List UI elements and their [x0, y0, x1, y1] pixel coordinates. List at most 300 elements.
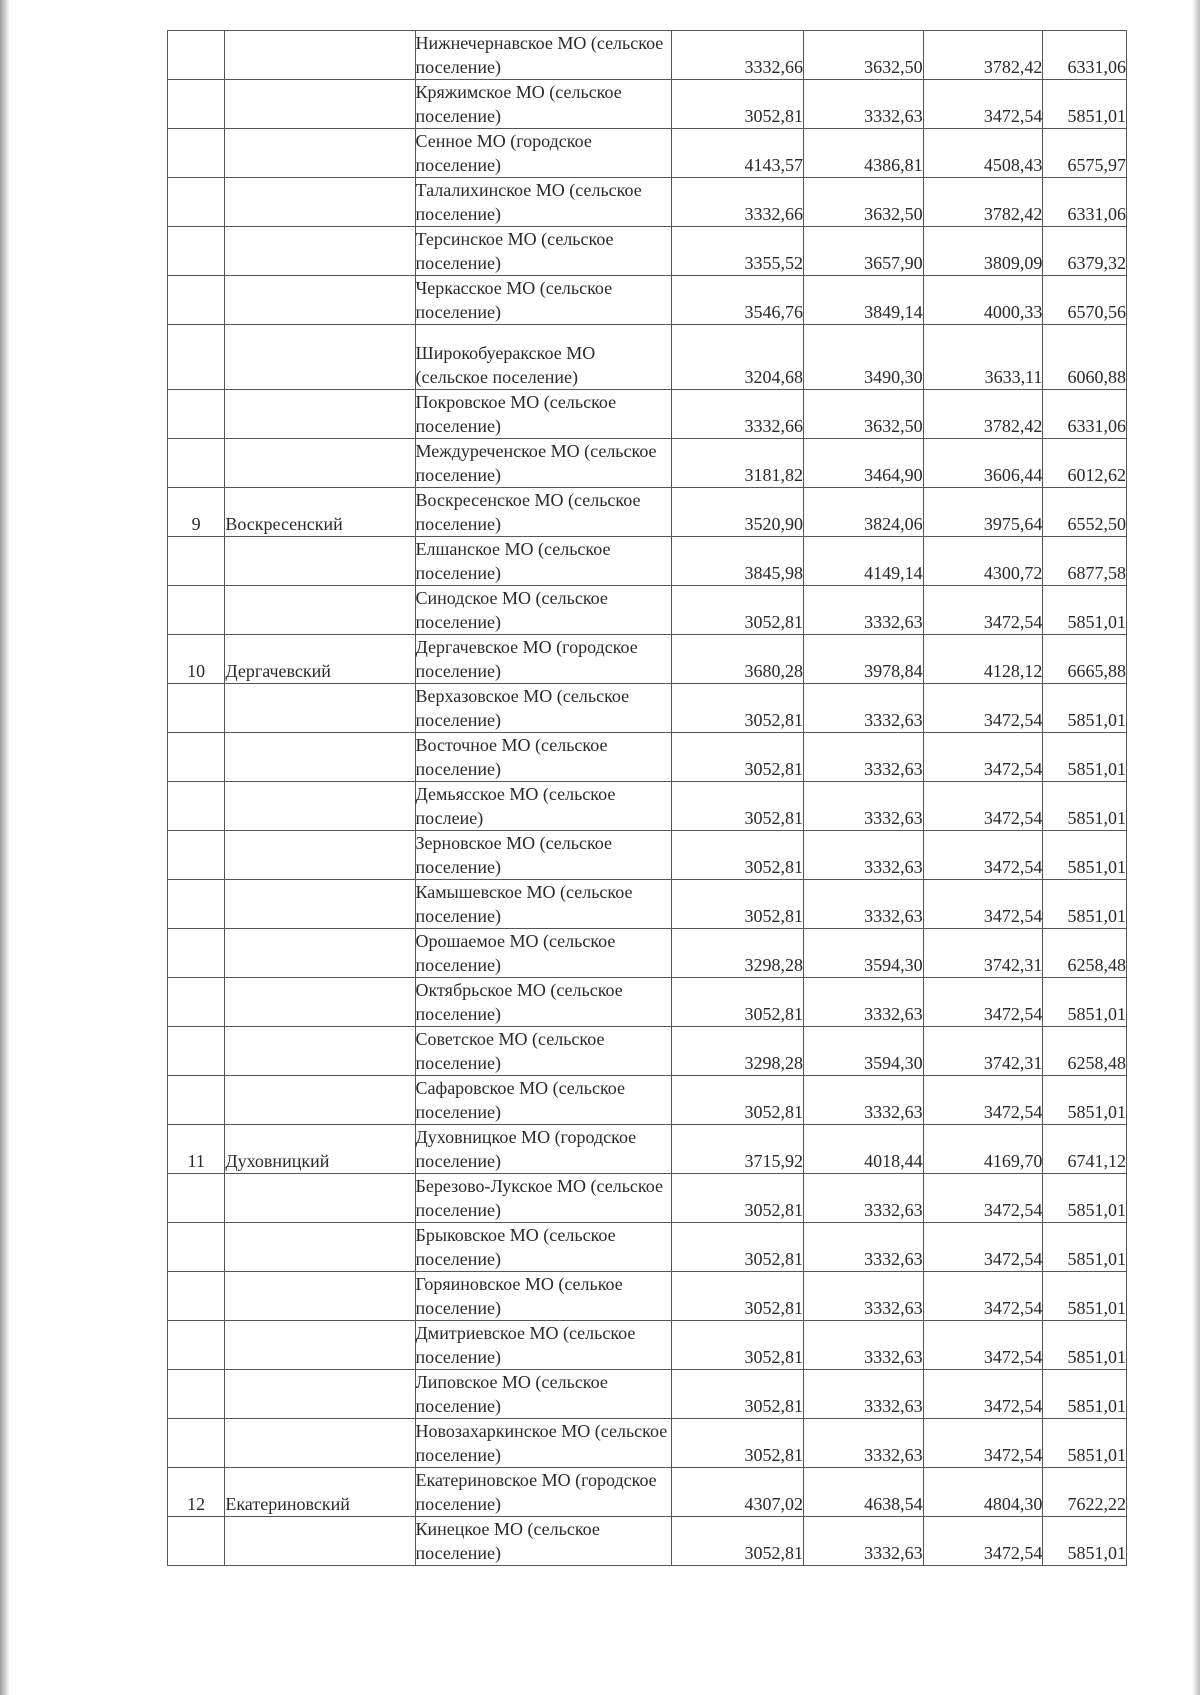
value-1-cell [672, 586, 804, 635]
district-name-cell [225, 31, 415, 80]
value-1: 3715,92 [744, 1151, 803, 1171]
district-name-cell [225, 390, 415, 439]
value-1: 3052,81 [744, 710, 803, 730]
value-3-cell [923, 1419, 1043, 1468]
value-3-cell [923, 1076, 1043, 1125]
value-3-cell [923, 1125, 1043, 1174]
value-1: 3298,28 [744, 1053, 803, 1073]
row-number-cell [168, 978, 225, 1027]
table-row [168, 1223, 1127, 1272]
settlement-name-cell [415, 684, 672, 733]
value-3: 3472,54 [983, 1102, 1043, 1122]
value-2: 3464,90 [864, 465, 923, 485]
value-2-cell [803, 1419, 923, 1468]
value-2: 3632,50 [864, 57, 923, 77]
value-3-cell [923, 227, 1043, 276]
value-3-cell [923, 1174, 1043, 1223]
settlement-name-cell [415, 31, 672, 80]
value-2-cell [803, 684, 923, 733]
value-4-cell [1043, 978, 1127, 1027]
value-3: 3742,31 [983, 955, 1043, 975]
settlement-name-cell [415, 1223, 672, 1272]
row-number-cell [168, 1370, 225, 1419]
value-3-cell [923, 831, 1043, 880]
district-name: Екатериновский [225, 1494, 350, 1514]
value-1-cell [672, 390, 804, 439]
value-4: 6741,12 [1067, 1151, 1126, 1171]
value-2-cell [803, 1321, 923, 1370]
table-row [168, 1419, 1127, 1468]
value-2: 3332,63 [864, 857, 923, 877]
row-number-cell [168, 684, 225, 733]
value-1: 3052,81 [744, 857, 803, 877]
table-row [168, 227, 1127, 276]
value-1-cell [672, 782, 804, 831]
value-3-cell [923, 1370, 1043, 1419]
table-body [168, 31, 1127, 1566]
value-2-cell [803, 586, 923, 635]
settlement-name: Нижнечернавское МО (сельское поселение) [415, 33, 664, 77]
row-number-cell [168, 1174, 225, 1223]
value-1: 3052,81 [744, 1347, 803, 1367]
district-name-cell [225, 831, 415, 880]
value-3: 3472,54 [983, 710, 1043, 730]
value-2: 3594,30 [864, 955, 923, 975]
settlement-name: Синодское МО (сельское поселение) [415, 588, 608, 632]
value-1-cell [672, 439, 804, 488]
district-name-cell [225, 537, 415, 586]
row-number-cell [168, 1027, 225, 1076]
value-2-cell [803, 1468, 923, 1517]
settlement-name-cell [415, 129, 672, 178]
value-3: 4000,33 [983, 302, 1043, 322]
settlement-name-cell [415, 1125, 672, 1174]
value-2-cell [803, 1272, 923, 1321]
settlement-name: Екатериновское МО (городское поселение) [415, 1470, 657, 1514]
table-row [168, 1370, 1127, 1419]
settlement-name: Демьясское МО (сельское послеие) [415, 784, 616, 828]
value-4: 6331,06 [1067, 204, 1126, 224]
value-4: 6012,62 [1067, 465, 1126, 485]
value-3-cell [923, 1272, 1043, 1321]
value-3-cell [923, 1027, 1043, 1076]
value-2-cell [803, 537, 923, 586]
row-number-cell [168, 537, 225, 586]
value-4-cell [1043, 1027, 1127, 1076]
value-2-cell [803, 276, 923, 325]
value-4: 6258,48 [1067, 1053, 1126, 1073]
value-2: 3632,50 [864, 416, 923, 436]
value-1: 3355,52 [744, 253, 803, 273]
settlement-name-cell [415, 1370, 672, 1419]
value-4: 5851,01 [1067, 808, 1126, 828]
value-1-cell [672, 831, 804, 880]
value-1-cell [672, 1076, 804, 1125]
value-3: 3472,54 [983, 1445, 1043, 1465]
settlement-name: Широкобуеракское МО (сельское поселение) [415, 343, 596, 387]
settlement-name-cell [415, 488, 672, 537]
value-3: 3782,42 [983, 57, 1043, 77]
settlement-name: Духовницкое МО (городское поселение) [415, 1127, 637, 1171]
value-1-cell [672, 227, 804, 276]
district-name-cell [225, 782, 415, 831]
settlement-name: Дмитриевское МО (сельское поселение) [415, 1323, 636, 1367]
value-2: 3332,63 [864, 808, 923, 828]
settlement-name: Октябрьское МО (сельское поселение) [415, 980, 623, 1024]
value-3-cell [923, 390, 1043, 439]
settlement-name: Черкасское МО (сельское поселение) [415, 278, 613, 322]
table-row [168, 325, 1127, 390]
value-4: 6060,88 [1067, 367, 1126, 387]
table-row [168, 1076, 1127, 1125]
value-2: 3490,30 [864, 367, 923, 387]
row-number-cell [168, 1076, 225, 1125]
value-4-cell [1043, 80, 1127, 129]
value-1-cell [672, 129, 804, 178]
value-1-cell [672, 325, 804, 390]
table-row [168, 733, 1127, 782]
value-1: 3332,66 [744, 204, 803, 224]
value-3: 4128,12 [983, 661, 1043, 681]
settlement-name: Сафаровское МО (сельское поселение) [415, 1078, 626, 1122]
value-2: 3632,50 [864, 204, 923, 224]
value-2: 3332,63 [864, 710, 923, 730]
table-row [168, 1174, 1127, 1223]
value-2: 3978,84 [864, 661, 923, 681]
value-2-cell [803, 129, 923, 178]
value-2-cell [803, 390, 923, 439]
value-2: 3824,06 [864, 514, 923, 534]
value-1-cell [672, 1517, 804, 1566]
value-4: 5851,01 [1067, 1396, 1126, 1416]
value-3-cell [923, 635, 1043, 684]
settlement-name-cell [415, 80, 672, 129]
settlement-name: Зерновское МО (сельское поселение) [415, 833, 613, 877]
value-4: 6331,06 [1067, 57, 1126, 77]
value-1-cell [672, 31, 804, 80]
value-2-cell [803, 1027, 923, 1076]
row-number-cell [168, 31, 225, 80]
value-4-cell [1043, 439, 1127, 488]
district-name-cell [225, 1076, 415, 1125]
scan-edge-left [0, 0, 10, 1695]
value-3: 3742,31 [983, 1053, 1043, 1073]
value-4-cell [1043, 1419, 1127, 1468]
value-2-cell [803, 1517, 923, 1566]
row-number-cell [168, 80, 225, 129]
settlement-name: Брыковское МО (сельское поселение) [415, 1225, 616, 1269]
value-3: 3472,54 [983, 808, 1043, 828]
value-2-cell [803, 782, 923, 831]
value-2: 3657,90 [864, 253, 923, 273]
value-3-cell [923, 129, 1043, 178]
district-name-cell [225, 1272, 415, 1321]
value-3: 4169,70 [983, 1151, 1043, 1171]
settlement-name-cell [415, 1468, 672, 1517]
value-1-cell [672, 684, 804, 733]
value-2-cell [803, 929, 923, 978]
value-1: 4307,02 [744, 1494, 803, 1514]
settlement-name: Кинецкое МО (сельское поселение) [415, 1519, 600, 1563]
value-3-cell [923, 178, 1043, 227]
value-4: 5851,01 [1067, 612, 1126, 632]
value-1: 3052,81 [744, 1445, 803, 1465]
settlement-name: Сенное МО (городское поселение) [415, 131, 592, 175]
settlement-name-cell [415, 929, 672, 978]
value-4-cell [1043, 831, 1127, 880]
row-number-cell [168, 178, 225, 227]
value-2: 3332,63 [864, 1543, 923, 1563]
settlement-name-cell [415, 978, 672, 1027]
district-name-cell [225, 684, 415, 733]
value-3-cell [923, 439, 1043, 488]
row-number-cell [168, 129, 225, 178]
value-3: 3472,54 [983, 1249, 1043, 1269]
value-3: 3472,54 [983, 612, 1043, 632]
row-number-cell [168, 390, 225, 439]
value-4: 6331,06 [1067, 416, 1126, 436]
value-2: 3332,63 [864, 1396, 923, 1416]
row-number-cell [168, 1419, 225, 1468]
value-4: 6575,97 [1067, 155, 1126, 175]
value-1: 3052,81 [744, 1298, 803, 1318]
settlement-name: Верхазовское МО (сельское поселение) [415, 686, 630, 730]
district-name-cell [225, 276, 415, 325]
value-3-cell [923, 31, 1043, 80]
value-3-cell [923, 488, 1043, 537]
value-4: 6258,48 [1067, 955, 1126, 975]
table-row [168, 586, 1127, 635]
value-4: 5851,01 [1067, 906, 1126, 926]
value-4: 5851,01 [1067, 1200, 1126, 1220]
row-number: 9 [191, 514, 201, 534]
settlement-name: Междуреченское МО (сельское поселение) [415, 441, 657, 485]
settlement-name: Горяиновское МО (селькое поселение) [415, 1274, 623, 1318]
value-2-cell [803, 488, 923, 537]
settlements-table [167, 30, 1127, 1566]
settlement-name: Березово-Лукское МО (сельское поселение) [415, 1176, 663, 1220]
value-3: 3809,09 [983, 253, 1043, 273]
value-4: 5851,01 [1067, 1347, 1126, 1367]
value-3-cell [923, 276, 1043, 325]
value-1: 4143,57 [744, 155, 803, 175]
row-number-cell [168, 586, 225, 635]
table-row [168, 1517, 1127, 1566]
value-3: 3472,54 [983, 906, 1043, 926]
value-3-cell [923, 978, 1043, 1027]
value-2: 3332,63 [864, 106, 923, 126]
value-1: 3680,28 [744, 661, 803, 681]
settlement-name: Кряжимское МО (сельское поселение) [415, 82, 622, 126]
value-2-cell [803, 227, 923, 276]
district-name-cell [225, 1419, 415, 1468]
value-3: 3472,54 [983, 1347, 1043, 1367]
value-3-cell [923, 1321, 1043, 1370]
value-2-cell [803, 880, 923, 929]
value-1: 3052,81 [744, 612, 803, 632]
value-3-cell [923, 782, 1043, 831]
settlement-name-cell [415, 1027, 672, 1076]
district-name-cell [225, 178, 415, 227]
value-1: 3332,66 [744, 416, 803, 436]
value-3: 3782,42 [983, 204, 1043, 224]
table-row [168, 684, 1127, 733]
value-3-cell [923, 1517, 1043, 1566]
district-name-cell [225, 978, 415, 1027]
row-number-cell [168, 276, 225, 325]
value-2: 4386,81 [864, 155, 923, 175]
settlement-name-cell [415, 390, 672, 439]
table-row [168, 978, 1127, 1027]
settlement-name-cell [415, 439, 672, 488]
value-1: 3052,81 [744, 1004, 803, 1024]
table-row [168, 31, 1127, 80]
settlement-name: Терсинское МО (сельское поселение) [415, 229, 614, 273]
district-name-cell [225, 1223, 415, 1272]
value-4: 5851,01 [1067, 1102, 1126, 1122]
value-4-cell [1043, 129, 1127, 178]
table-row [168, 635, 1127, 684]
value-2-cell [803, 31, 923, 80]
settlement-name: Новозахаркинское МО (сельское поселение) [415, 1421, 668, 1465]
value-1: 3052,81 [744, 906, 803, 926]
value-2: 3332,63 [864, 1102, 923, 1122]
value-1: 3052,81 [744, 1102, 803, 1122]
row-number: 12 [187, 1494, 206, 1514]
value-4: 5851,01 [1067, 857, 1126, 877]
value-1-cell [672, 929, 804, 978]
value-4-cell [1043, 1272, 1127, 1321]
district-name-cell [225, 1027, 415, 1076]
district-name-cell [225, 880, 415, 929]
district-name-cell [225, 1517, 415, 1566]
value-3-cell [923, 880, 1043, 929]
settlement-name-cell [415, 880, 672, 929]
table-row [168, 880, 1127, 929]
value-2-cell [803, 831, 923, 880]
row-number-cell [168, 325, 225, 390]
table-row [168, 782, 1127, 831]
district-name-cell [225, 1370, 415, 1419]
table-row [168, 1027, 1127, 1076]
value-2-cell [803, 1370, 923, 1419]
value-1: 3520,90 [744, 514, 803, 534]
table-row [168, 178, 1127, 227]
value-1-cell [672, 178, 804, 227]
settlement-name: Елшанское МО (сельское поселение) [415, 539, 611, 583]
value-3: 3472,54 [983, 1004, 1043, 1024]
value-3: 3472,54 [983, 106, 1043, 126]
value-1: 3052,81 [744, 1200, 803, 1220]
value-4-cell [1043, 635, 1127, 684]
settlement-name-cell [415, 733, 672, 782]
row-number-cell [168, 733, 225, 782]
value-3: 3975,64 [983, 514, 1043, 534]
value-2: 3332,63 [864, 1249, 923, 1269]
value-2-cell [803, 1076, 923, 1125]
value-3: 3472,54 [983, 857, 1043, 877]
value-3-cell [923, 586, 1043, 635]
value-3-cell [923, 80, 1043, 129]
district-name-cell [225, 733, 415, 782]
settlement-name-cell [415, 1272, 672, 1321]
value-1-cell [672, 1272, 804, 1321]
row-number-cell [168, 1125, 225, 1174]
table-row [168, 439, 1127, 488]
row-number-cell [168, 439, 225, 488]
value-4-cell [1043, 684, 1127, 733]
value-3-cell [923, 684, 1043, 733]
value-1-cell [672, 1321, 804, 1370]
value-4: 5851,01 [1067, 1298, 1126, 1318]
value-1: 3845,98 [744, 563, 803, 583]
value-4: 5851,01 [1067, 1543, 1126, 1563]
value-2: 3332,63 [864, 1298, 923, 1318]
value-4: 5851,01 [1067, 106, 1126, 126]
settlement-name-cell [415, 782, 672, 831]
value-1-cell [672, 488, 804, 537]
value-1-cell [672, 1223, 804, 1272]
value-4-cell [1043, 1517, 1127, 1566]
district-name-cell [225, 1321, 415, 1370]
settlement-name-cell [415, 1517, 672, 1566]
table-row [168, 488, 1127, 537]
district-name-cell [225, 586, 415, 635]
settlement-name: Талалихинское МО (сельское поселение) [415, 180, 642, 224]
value-4-cell [1043, 390, 1127, 439]
settlement-name-cell [415, 1076, 672, 1125]
value-2: 3332,63 [864, 906, 923, 926]
value-4: 6552,50 [1067, 514, 1126, 534]
value-4-cell [1043, 488, 1127, 537]
table-row [168, 929, 1127, 978]
district-name-cell [225, 929, 415, 978]
row-number-cell [168, 929, 225, 978]
value-4-cell [1043, 1223, 1127, 1272]
district-name-cell [225, 1174, 415, 1223]
value-1: 3052,81 [744, 759, 803, 779]
value-2: 3332,63 [864, 612, 923, 632]
value-4-cell [1043, 880, 1127, 929]
value-2: 4018,44 [864, 1151, 923, 1171]
value-1-cell [672, 1468, 804, 1517]
district-name-cell [225, 129, 415, 178]
value-1-cell [672, 978, 804, 1027]
table-row [168, 276, 1127, 325]
row-number-cell [168, 1517, 225, 1566]
value-2: 3332,63 [864, 1004, 923, 1024]
value-4-cell [1043, 1174, 1127, 1223]
settlement-name-cell [415, 831, 672, 880]
value-3-cell [923, 325, 1043, 390]
table-row [168, 1125, 1127, 1174]
value-4: 6665,88 [1067, 661, 1126, 681]
value-4-cell [1043, 31, 1127, 80]
row-number-cell [168, 227, 225, 276]
settlement-name-cell [415, 276, 672, 325]
district-name-cell [225, 1468, 415, 1517]
table-row [168, 1272, 1127, 1321]
value-1-cell [672, 733, 804, 782]
settlement-name-cell [415, 586, 672, 635]
value-3: 3472,54 [983, 1543, 1043, 1563]
district-name-cell [225, 635, 415, 684]
value-1-cell [672, 276, 804, 325]
value-2-cell [803, 733, 923, 782]
value-1-cell [672, 1174, 804, 1223]
value-1-cell [672, 1370, 804, 1419]
table-row [168, 129, 1127, 178]
